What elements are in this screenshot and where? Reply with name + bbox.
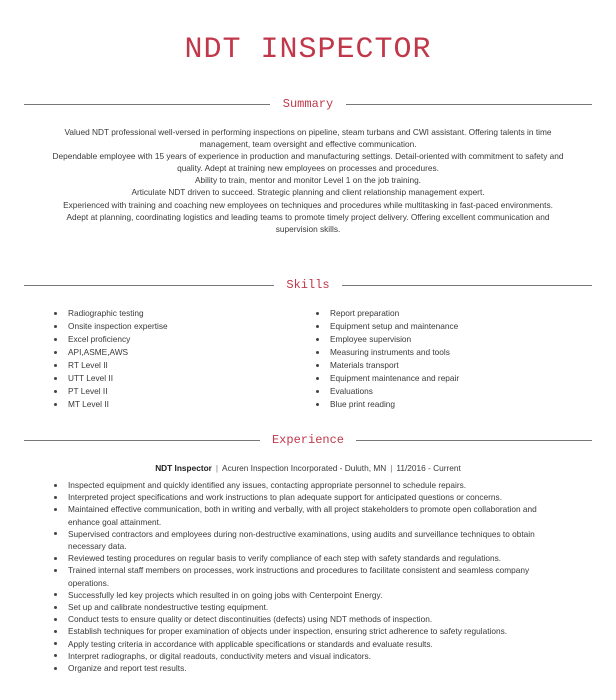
skill-item: UTT Level II [54,372,294,385]
duty-item: Interpreted project specifications and work instructions to plan adequate support for anticipated questions or concerns. [54,491,564,503]
bullet-icon [54,618,57,621]
skill-item: Excel proficiency [54,333,294,346]
bullet-icon [54,532,57,535]
bullet-icon [316,312,319,315]
skill-item: Equipment setup and maintenance [316,320,556,333]
skill-item: Report preparation [316,307,556,320]
summary-paragraph: Dependable employee with 15 years of experience in production and manufacturing settings. Detail-oriented with commitment to safety and quality. Adept at training new employees on processes and procedures. [52,151,564,174]
job-header [0,462,616,474]
duty-item: Inspected equipment and quickly identified any issues, contacting appropriate personnel to schedule repairs. [54,479,564,491]
duty-item: Establish techniques for proper examination of objects under inspection, ensuring strict adherence to safety regulations. [54,625,564,637]
bullet-icon [316,325,319,328]
duty-item: Apply testing criteria in accordance with applicable specifications or standards and evaluate results. [54,638,564,650]
skill-item: Equipment maintenance and repair [316,372,556,385]
bullet-icon [316,403,319,406]
summary-paragraph: Ability to train, mentor and monitor Level 1 on the job training. [195,175,421,186]
duty-item: Successfully led key projects which resulted in on going jobs with Centerpoint Energy. [54,589,564,601]
bullet-icon [54,338,57,341]
bullet-icon [54,351,57,354]
bullet-icon [316,377,319,380]
bullet-icon [316,390,319,393]
summary-heading [24,96,592,112]
summary-paragraph: Experienced with training and coaching new employees on techniques and procedures while multitasking in fast-paced environments. [63,199,553,210]
summary-heading-label: Summary [282,97,334,111]
bullet-icon [54,569,57,572]
skill-item: RT Level II [54,359,294,372]
skill-item: Evaluations [316,385,556,398]
bullet-icon [54,654,57,657]
bullet-icon [54,484,57,487]
skill-item: Materials transport [316,359,556,372]
bullet-icon [54,508,57,511]
bullet-icon [316,351,319,354]
skill-item: Measuring instruments and tools [316,346,556,359]
separator: | [390,463,393,473]
bullet-icon [54,325,57,328]
resume-title: NDT INSPECTOR [184,33,432,67]
duty-item: Reviewed testing procedures on regular basis to verify compliance of each step with safety standards and regulations. [54,552,564,564]
duty-item: Conduct tests to ensure quality or detect discontinuities (defects) using NDT methods of inspection. [54,613,564,625]
skills-heading [24,277,592,293]
bullet-icon [54,496,57,499]
skill-item: Employee supervision [316,333,556,346]
duty-item: Trained internal staff members on processes, work instructions and procedures to facilitate consistent and seamless company operations. [54,564,564,588]
skills-list-left [54,307,294,411]
skills-heading-label: Skills [286,278,330,292]
duty-item: Organize and report test results. [54,662,564,674]
skill-item: Radiographic testing [54,307,294,320]
duty-item: Supervised contractors and employees during non-destructive examinations, using audits and surveillance techniques to obtain necessary data. [54,528,564,552]
bullet-icon [54,364,57,367]
bullet-icon [54,403,57,406]
separator: | [215,463,219,473]
skill-item: MT Level II [54,398,294,411]
summary-text [52,126,564,235]
skill-item: API,ASME,AWS [54,346,294,359]
bullet-icon [316,364,319,367]
job-title: NDT Inspector [155,463,212,473]
bullet-icon [54,390,57,393]
bullet-icon [54,667,57,670]
summary-paragraph: Adept at planning, coordinating logistics and leading teams to promote timely project delivery. Offering excellent communication and supervision skills. [66,211,550,234]
duty-item: Interpret radiographs, or digital readouts, conductivity meters and visual indicators. [54,650,564,662]
duty-item: Maintained effective communication, both in writing and verbally, with all project stakeholders to promote open collaboration and enhance goal attainment. [54,503,564,527]
bullet-icon [54,630,57,633]
skills-list-right [316,307,556,411]
duty-item: Set up and calibrate nondestructive testing equipment. [54,601,564,613]
bullet-icon [54,593,57,596]
skill-item: Blue print reading [316,398,556,411]
experience-heading [24,432,592,448]
bullet-icon [54,312,57,315]
skill-item: PT Level II [54,385,294,398]
experience-heading-label: Experience [271,433,344,447]
bullet-icon [54,377,57,380]
duties-list [54,479,564,674]
skill-item: Onsite inspection expertise [54,320,294,333]
summary-paragraph: Articulate NDT driven to succeed. Strategic planning and client relationship management expert. [131,187,485,198]
bullet-icon [54,606,57,609]
bullet-icon [54,642,57,645]
summary-paragraph: Valued NDT professional well-versed in performing inspections on pipeline, steam turbans and CWI assistant. Offering talents in time management, team oversight and effective communication. [64,127,552,150]
job-company: Acuren Inspection Incorporated - Duluth, MN [222,463,387,473]
bullet-icon [54,557,57,560]
job-dates: 11/2016 - Current [396,463,461,473]
bullet-icon [316,338,319,341]
